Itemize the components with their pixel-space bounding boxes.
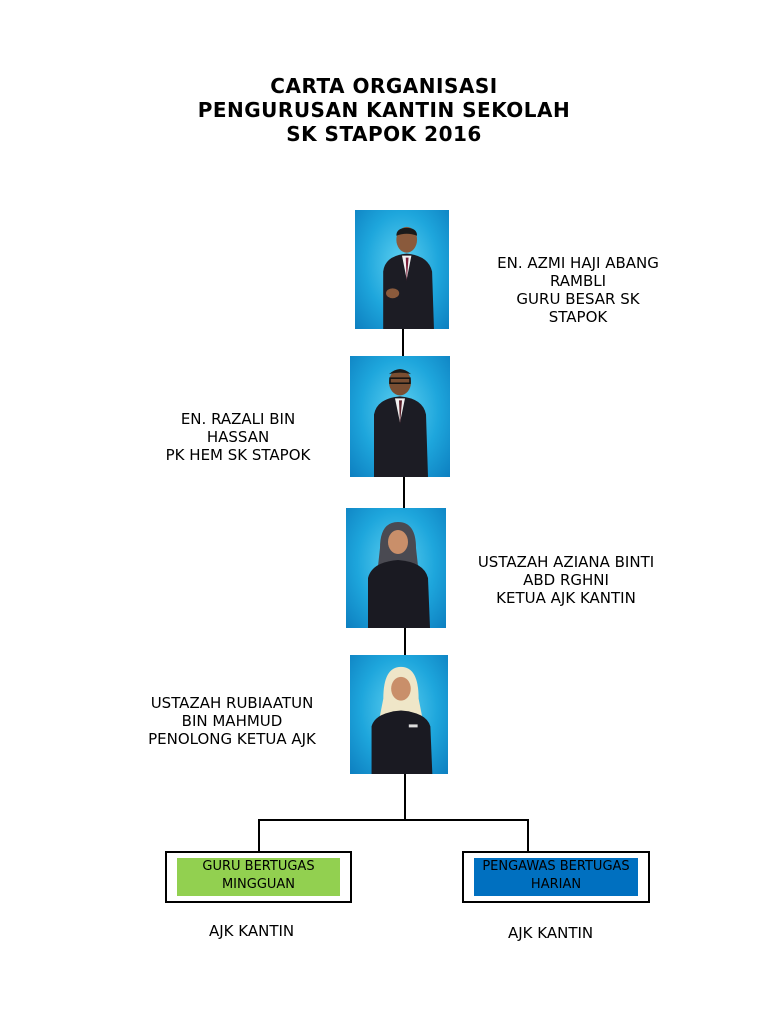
chart-title [0,74,768,146]
unit-pengawas-line-1: PENGAWAS BERTUGAS [482,859,630,874]
member-2-name-line-1: EN. RAZALI BIN [180,410,296,428]
member-2-name-line-2: HASSAN [206,428,270,446]
connector-4 [404,773,406,820]
unit-pengawas-line-2: HARIAN [530,877,582,892]
member-label-2 [148,410,328,464]
unit-box-guru [165,851,352,903]
member-label-4 [134,694,330,748]
member-1-name-line-2: RAMBLI [549,272,607,290]
member-photo-2 [350,356,450,477]
branch-left [258,819,260,852]
title-line-2: PENGURUSAN KANTIN SEKOLAH [197,98,571,122]
unit-footer-guru: AJK KANTIN [209,922,295,940]
member-4-name-line-2: BIN MAHMUD [181,712,283,730]
connector-3 [404,626,406,658]
member-3-title: KETUA AJK KANTIN [496,589,636,607]
connector-2 [403,476,405,510]
member-photo-1 [355,210,449,329]
member-label-3 [460,553,672,607]
member-3-name-line-1: USTAZAH AZIANA BINTI [477,553,655,571]
connector-1 [402,328,404,358]
member-4-title: PENOLONG KETUA AJK [148,730,316,748]
member-4-name-line-1: USTAZAH RUBIAATUN [150,694,314,712]
member-2-title: PK HEM SK STAPOK [165,446,311,464]
member-1-title-line-2: STAPOK [548,308,608,326]
title-line-3: SK STAPOK 2016 [286,122,482,146]
member-label-1 [470,254,686,326]
member-1-name-line-1: EN. AZMI HAJI ABANG [497,254,659,272]
member-3-name-line-2: ABD RGHNI [523,571,609,589]
unit-guru-line-1: GURU BERTUGAS [202,859,315,874]
title-line-1: CARTA ORGANISASI [270,74,498,98]
member-photo-4 [350,655,448,774]
member-1-title-line-1: GURU BESAR SK [516,290,640,308]
unit-pengawas-fill [474,858,638,896]
branch-right [527,819,529,852]
unit-guru-line-2: MINGGUAN [221,877,296,892]
unit-footer-pengawas: AJK KANTIN [508,924,594,942]
member-photo-3 [346,508,446,628]
branch-line [258,819,529,821]
unit-box-pengawas [462,851,650,903]
unit-guru-fill [177,858,340,896]
